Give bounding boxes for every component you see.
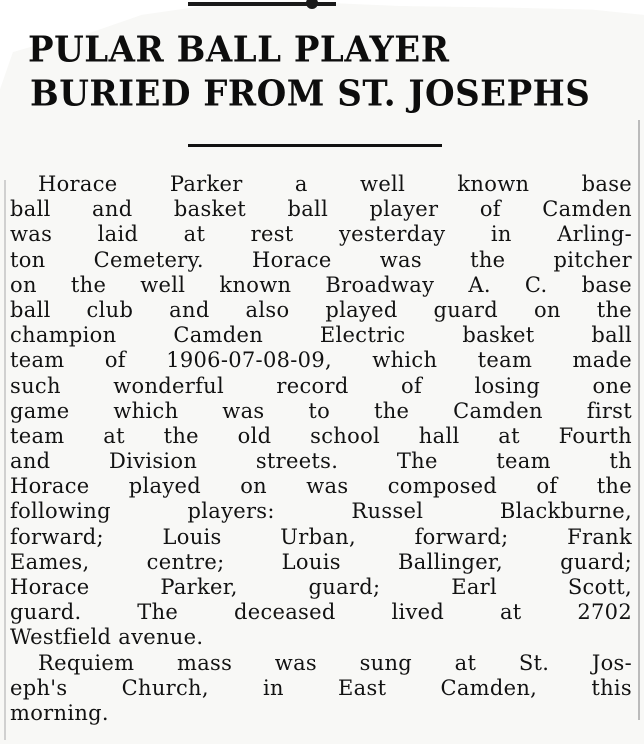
article-line: ball and basket ball player of Camden (10, 197, 632, 222)
article-line: was laid at rest yesterday in Arling- (10, 222, 632, 247)
article-line: Horace played on was composed of the (10, 474, 632, 499)
article-line: Eames, centre; Louis Ballinger, guard; (10, 549, 632, 574)
right-column-rule (638, 120, 640, 720)
article-line: following players: Russel Blackburne, (10, 499, 632, 524)
article-line: and Division streets. The team th (10, 449, 632, 474)
article-line: game which was to the Camden first (10, 398, 632, 423)
headline-line-1: PULAR BALL PLAYER (28, 29, 450, 71)
article-line: forward; Louis Urban, forward; Frank (10, 524, 632, 549)
article-body (10, 172, 632, 726)
article-line: ton Cemetery. Horace was the pitcher (10, 247, 632, 272)
headline-line-2: BURIED FROM ST. JOSEPHS (30, 73, 591, 115)
article-line: team at the old school hall at Fourth (10, 423, 632, 448)
article-line: on the well known Broadway A. C. base (10, 272, 632, 297)
article-line: Horace Parker, guard; Earl Scott, (10, 575, 632, 599)
article-line: Horace Parker a well known base (38, 172, 632, 196)
article-line: such wonderful record of losing one (10, 373, 632, 398)
article-line: morning. (10, 700, 109, 725)
article-line: team of 1906-07-08-09, which team made (10, 348, 632, 373)
article-line: champion Camden Electric basket ball (10, 323, 632, 348)
article-line: eph's Church, in East Camden, this (10, 675, 632, 700)
article-line: Westfield avenue. (10, 625, 204, 650)
left-column-rule (4, 180, 6, 740)
article-line: guard. The deceased lived at 2702 (10, 600, 632, 625)
article-line: ball club and also played guard on the (10, 297, 632, 322)
headline-divider (188, 144, 442, 147)
article-line: Requiem mass was sung at St. Jos- (38, 650, 632, 675)
